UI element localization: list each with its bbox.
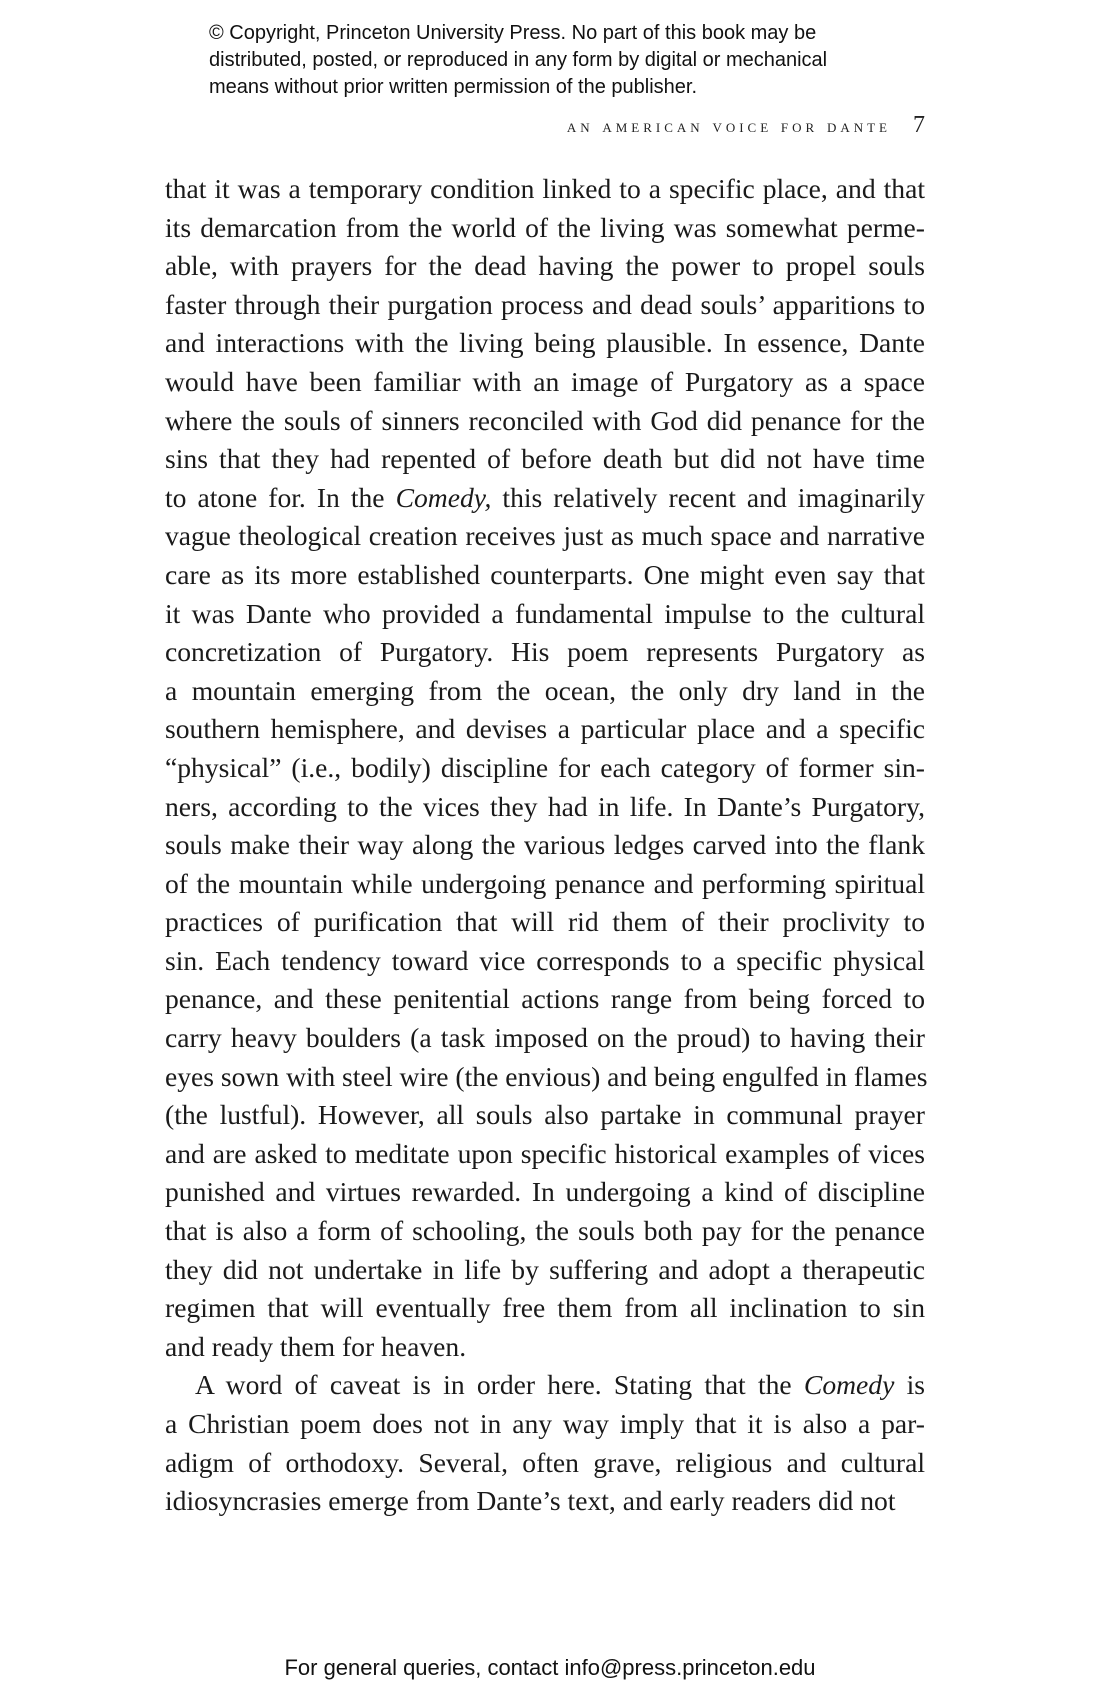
text-line xyxy=(165,1058,928,1097)
text-segment: that is also a form of schooling, the souls both pay for the penance xyxy=(165,1215,925,1247)
page-number: 7 xyxy=(913,112,925,138)
text-segment: and ready them for heaven. xyxy=(165,1330,467,1362)
text-line xyxy=(165,903,925,942)
text-line xyxy=(165,247,925,286)
text-segment: of the mountain while undergoing penance and performing spiritual xyxy=(165,867,925,899)
text-line xyxy=(165,749,925,788)
text-segment: regimen that will eventually free them from all inclination to sin xyxy=(165,1292,925,1324)
paragraph xyxy=(165,170,928,1366)
running-head-title: an american voice for dante xyxy=(566,116,891,137)
text-line xyxy=(165,1212,925,1251)
copyright-notice xyxy=(209,20,909,101)
text-line xyxy=(165,440,925,479)
text-segment: its demarcation from the world of the living was somewhat perme- xyxy=(165,211,925,243)
text-line xyxy=(165,826,925,865)
text-line xyxy=(165,672,925,711)
copyright-line: means without prior written permission of the publisher. xyxy=(209,76,698,98)
text-line xyxy=(165,556,925,595)
text-segment: idiosyncrasies emerge from Dante’s text, and early readers did not xyxy=(165,1485,896,1517)
text-line xyxy=(165,324,925,363)
italic-title: Comedy xyxy=(803,1369,895,1401)
text-line xyxy=(165,865,925,904)
text-segment: and are asked to meditate upon specific historical examples of vices xyxy=(165,1137,925,1169)
text-segment: sin. Each tendency toward vice corresponds to a specific physical xyxy=(165,944,925,976)
text-segment: sins that they had repented of before death but did not have time xyxy=(165,443,925,475)
text-segment: a Christian poem does not in any way imply that it is also a par- xyxy=(165,1408,925,1439)
text-segment: “physical” (i.e., bodily) discipline for each category of former sin- xyxy=(165,751,925,783)
text-line xyxy=(165,1328,925,1367)
italic-title: Comedy, xyxy=(395,481,492,513)
text-segment: A word of caveat is in order here. Stating that the xyxy=(195,1369,804,1401)
text-line xyxy=(165,1135,925,1174)
text-line xyxy=(165,363,925,402)
text-line xyxy=(165,1019,925,1058)
text-line xyxy=(165,1289,925,1328)
text-segment: a mountain emerging from the ocean, the only dry land in the xyxy=(165,674,925,706)
text-line xyxy=(165,633,925,672)
text-segment: and interactions with the living being plausible. In essence, Dante xyxy=(165,327,925,359)
text-segment: they did not undertake in life by suffering and adopt a therapeutic xyxy=(165,1253,925,1285)
text-segment: able, with prayers for the dead having the power to propel souls xyxy=(165,250,925,282)
text-segment: that it was a temporary condition linked to a specific place, and that xyxy=(165,173,925,204)
text-line xyxy=(165,1405,925,1444)
copyright-line: distributed, posted, or reproduced in any form by digital or mechanical xyxy=(209,49,828,71)
text-line xyxy=(165,286,925,325)
text-segment: ners, according to the vices they had in life. In Dante’s Purgatory, xyxy=(165,790,925,822)
text-line xyxy=(165,170,925,209)
text-line xyxy=(165,942,925,981)
text-segment: faster through their purgation process and dead souls’ apparitions to xyxy=(165,288,925,320)
text-line xyxy=(165,595,925,634)
text-line xyxy=(165,1366,925,1405)
text-segment: carry heavy boulders (a task imposed on the proud) to having their xyxy=(165,1022,925,1054)
text-segment: (the lustful). However, all souls also partake in communal prayer xyxy=(165,1099,925,1131)
text-segment: it was Dante who provided a fundamental impulse to the cultural xyxy=(165,597,925,629)
text-line xyxy=(165,517,925,556)
text-segment: penance, and these penitential actions range from being forced to xyxy=(165,983,925,1015)
text-line xyxy=(165,710,925,749)
body-text xyxy=(165,170,928,1521)
text-line xyxy=(165,1251,925,1290)
text-segment: this relatively recent and imaginarily xyxy=(491,481,925,513)
text-segment: would have been familiar with an image of Purgatory as a space xyxy=(165,365,925,397)
text-line xyxy=(165,402,925,441)
text-line xyxy=(165,209,925,248)
text-segment: practices of purification that will rid them of their proclivity to xyxy=(165,906,925,938)
text-line xyxy=(165,1173,925,1212)
text-line xyxy=(165,788,925,827)
text-segment: punished and virtues rewarded. In undergoing a kind of discipline xyxy=(165,1176,925,1208)
text-line xyxy=(165,479,925,518)
text-segment: vague theological creation receives just as much space and narrative xyxy=(165,520,925,552)
text-segment: to atone for. In the xyxy=(165,481,396,513)
text-segment: care as its more established counterparts. One might even say that xyxy=(165,558,925,590)
text-line xyxy=(165,1444,925,1483)
text-segment: southern hemisphere, and devises a particular place and a specific xyxy=(165,713,925,745)
text-segment: concretization of Purgatory. His poem represents Purgatory as xyxy=(165,636,925,668)
text-segment: adigm of orthodoxy. Several, often grave, religious and cultural xyxy=(165,1446,925,1478)
text-line xyxy=(165,1096,925,1135)
text-segment: souls make their way along the various ledges carved into the flank xyxy=(165,829,925,861)
text-line xyxy=(165,980,925,1019)
paragraph xyxy=(165,1366,925,1520)
footer-contact: For general queries, contact info@press.princeton.edu xyxy=(284,1655,816,1680)
copyright-line: © Copyright, Princeton University Press. No part of this book may be xyxy=(209,22,817,44)
text-segment: is xyxy=(894,1369,925,1401)
text-segment: eyes sown with steel wire (the envious) and being engulfed in flames xyxy=(165,1060,928,1092)
text-segment: where the souls of sinners reconciled with God did penance for the xyxy=(165,404,925,436)
text-line xyxy=(165,1482,925,1521)
running-head xyxy=(165,112,925,139)
